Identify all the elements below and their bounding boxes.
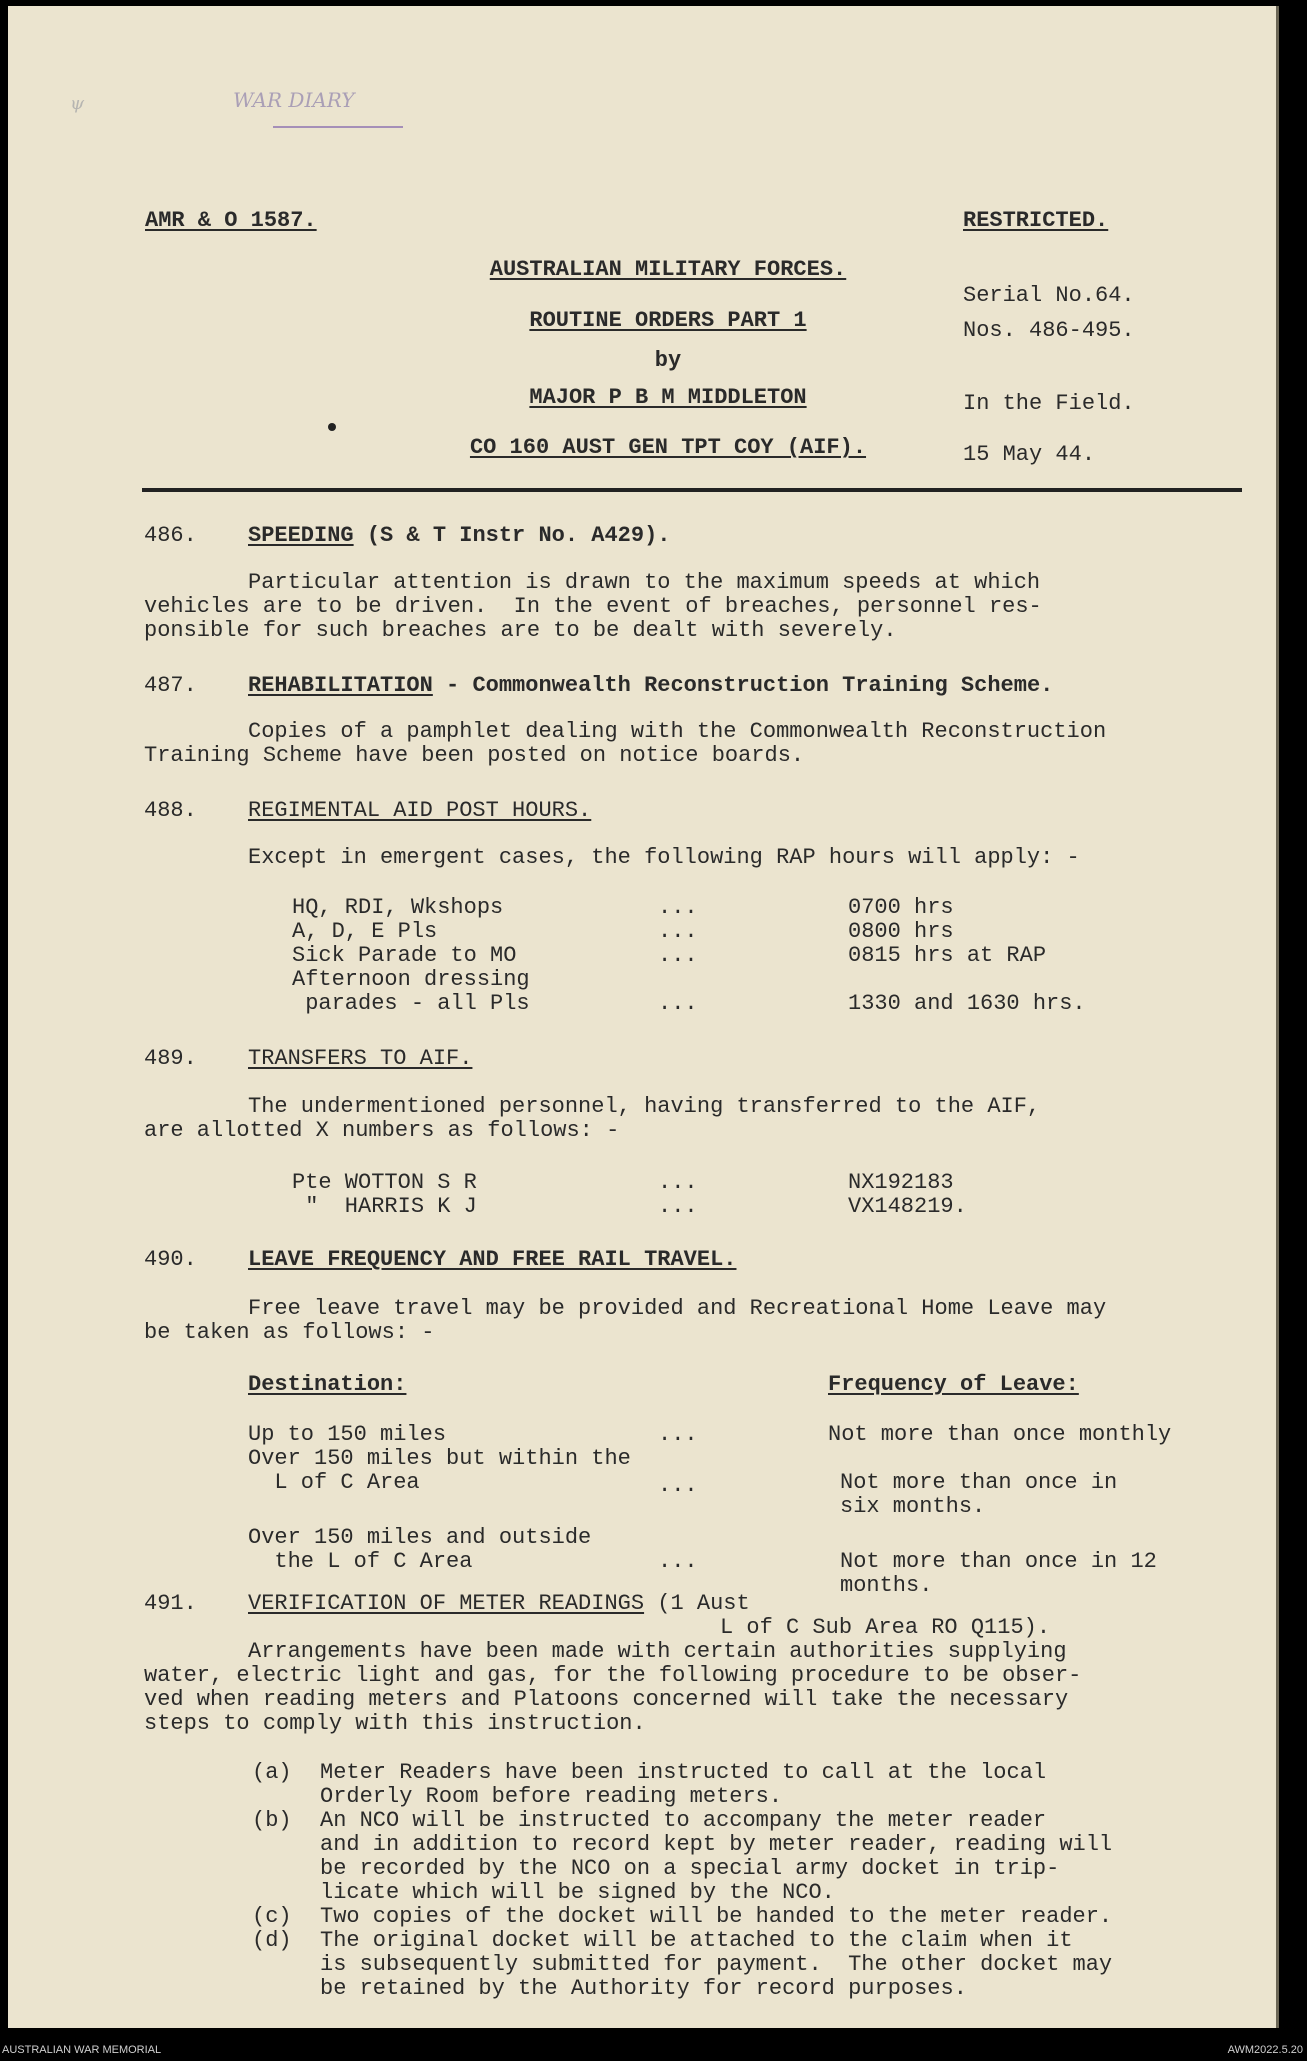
order-numbers: Nos. 486-495. — [963, 318, 1135, 343]
item-486-line: Particular attention is drawn to the maximum speeds at which — [248, 570, 1041, 595]
item-491-number: 491. — [144, 1591, 197, 1616]
transfer-number: VX148219. — [848, 1194, 967, 1219]
item-489-title: TRANSFERS TO AIF. — [248, 1046, 473, 1071]
item-487-line: Training Scheme have been posted on notice boards. — [144, 743, 805, 768]
leave-frequency: months. — [840, 1573, 933, 1598]
item-486-number: 486. — [144, 523, 197, 548]
date: 15 May 44. — [963, 442, 1096, 467]
item-491-heading — [248, 1592, 750, 1616]
item-488-intro: Except in emergent cases, the following RAP hours will apply: - — [248, 845, 1080, 870]
footer-accession: AWM2022.5.20 — [1227, 2044, 1303, 2056]
item-491-line: Arrangements have been made with certain authorities supplying — [248, 1639, 1067, 1664]
leave-destination: L of C Area — [248, 1470, 420, 1495]
rap-dots: ... — [658, 895, 698, 920]
leave-destination: Over 150 miles and outside — [248, 1525, 592, 1550]
leave-frequency: Not more than once monthly — [828, 1422, 1172, 1447]
ink-blot — [328, 423, 336, 431]
handwritten-war-diary: WAR DIARY — [233, 88, 355, 112]
leave-destination: Over 150 miles but within the — [248, 1446, 631, 1471]
item-489-line: are allotted X numbers as follows: - — [144, 1118, 620, 1143]
leave-dots: ... — [658, 1422, 698, 1447]
item-491-line: steps to comply with this instruction. — [144, 1711, 646, 1736]
unit-name: CO 160 AUST GEN TPT COY (AIF). — [469, 435, 867, 460]
leave-frequency: Not more than once in 12 — [840, 1549, 1157, 1574]
footer-institution: AUSTRALIAN WAR MEMORIAL — [2, 2044, 162, 2056]
item-490-line: be taken as follows: - — [144, 1320, 435, 1345]
item-487-number: 487. — [144, 673, 197, 698]
item-486-line: ponsible for such breaches are to be dealt with severely. — [144, 618, 897, 643]
orders-title: ROUTINE ORDERS PART 1 — [529, 308, 807, 333]
item-486-line: vehicles are to be driven. In the event of breaches, personnel res- — [144, 594, 1042, 619]
transfer-number: NX192183 — [848, 1170, 954, 1195]
sub-item-text: Two copies of the docket will be handed to the meter reader. — [320, 1904, 1113, 1929]
rap-who: parades - all Pls — [292, 991, 530, 1016]
leave-destination: Up to 150 miles — [248, 1422, 447, 1447]
item-491-line: water, electric light and gas, for the following procedure to be obser- — [144, 1663, 1082, 1688]
sub-item-text: Meter Readers have been instructed to call at the local Orderly Room before reading meters. — [320, 1760, 1047, 1809]
item-488-number: 488. — [144, 798, 197, 823]
sub-item-label: (c) — [252, 1904, 292, 1929]
leave-destination: the L of C Area — [248, 1549, 473, 1574]
sub-item-label: (b) — [252, 1808, 292, 1833]
sub-item-label: (d) — [252, 1928, 292, 1953]
rap-dots: ... — [658, 943, 698, 968]
header-rule — [142, 488, 1242, 492]
sub-item-label: (a) — [252, 1760, 292, 1785]
transfer-dots: ... — [658, 1170, 698, 1195]
item-487-line: Copies of a pamphlet dealing with the Commonwealth Reconstruction — [248, 719, 1107, 744]
item-487-heading — [248, 674, 1053, 698]
rap-dots: ... — [658, 991, 698, 1016]
sub-item-text: An NCO will be instructed to accompany the meter reader and in addition to record kept by meter reader, reading will be recorded by the NCO on a special army docket in trip- licate which will be signed by the NCO. — [320, 1808, 1113, 1905]
rap-time: 0815 hrs at RAP — [848, 943, 1047, 968]
item-488-title: REGIMENTAL AID POST HOURS. — [248, 798, 592, 823]
rap-dots: ... — [658, 919, 698, 944]
rap-who: A, D, E Pls — [292, 919, 438, 944]
handwritten-underline — [273, 126, 403, 128]
document-page — [8, 6, 1276, 2028]
organisation-heading: AUSTRALIAN MILITARY FORCES. — [489, 257, 847, 282]
document-reference: AMR & O 1587. — [145, 208, 317, 233]
destination-column-heading: Destination: — [248, 1372, 407, 1397]
item-491-ref: (1 Aust — [644, 1591, 750, 1616]
transfer-name: " HARRIS K J — [292, 1194, 477, 1219]
serial-number: Serial No.64. — [963, 283, 1135, 308]
leave-dots: ... — [658, 1549, 698, 1574]
rap-who: Afternoon dressing — [292, 967, 530, 992]
leave-frequency: Not more than once in — [840, 1470, 1118, 1495]
item-486-ref: (S & T Instr No. A429). — [353, 523, 671, 548]
rap-who: HQ, RDI, Wkshops — [292, 895, 504, 920]
by-line: by — [654, 348, 682, 373]
item-487-ref: - Commonwealth Reconstruction Training Scheme. — [432, 673, 1054, 698]
leave-frequency: six months. — [840, 1494, 986, 1519]
transfer-name: Pte WOTTON S R — [292, 1170, 477, 1195]
item-491-line: ved when reading meters and Platoons concerned will take the necessary — [144, 1687, 1069, 1712]
corner-mark: ψ — [70, 93, 85, 114]
item-490-title: LEAVE FREQUENCY AND FREE RAIL TRAVEL. — [248, 1247, 737, 1272]
item-491-title: VERIFICATION OF METER READINGS — [248, 1591, 645, 1616]
item-491-ref-cont: L of C Sub Area RO Q115). — [720, 1615, 1051, 1640]
item-486-heading — [248, 524, 670, 548]
page-edge — [1276, 6, 1279, 2028]
rap-time: 1330 and 1630 hrs. — [848, 991, 1086, 1016]
rap-time: 0700 hrs — [848, 895, 954, 920]
item-486-title: SPEEDING — [248, 523, 354, 548]
classification-marking: RESTRICTED. — [963, 208, 1109, 233]
leave-dots: ... — [658, 1473, 698, 1498]
sub-item-text: The original docket will be attached to the claim when it is subsequently submitted for payment. The other docket may be retained by the Authority for record purposes. — [320, 1928, 1113, 2001]
place: In the Field. — [963, 391, 1135, 416]
item-489-line: The undermentioned personnel, having transferred to the AIF, — [248, 1094, 1041, 1119]
item-487-title: REHABILITATION — [248, 673, 433, 698]
rap-who: Sick Parade to MO — [292, 943, 517, 968]
officer-name: MAJOR P B M MIDDLETON — [529, 385, 807, 410]
rap-time: 0800 hrs — [848, 919, 954, 944]
item-490-line: Free leave travel may be provided and Recreational Home Leave may — [248, 1296, 1107, 1321]
frequency-column-heading: Frequency of Leave: — [828, 1372, 1079, 1397]
transfer-dots: ... — [658, 1194, 698, 1219]
item-490-number: 490. — [144, 1247, 197, 1272]
item-489-number: 489. — [144, 1046, 197, 1071]
